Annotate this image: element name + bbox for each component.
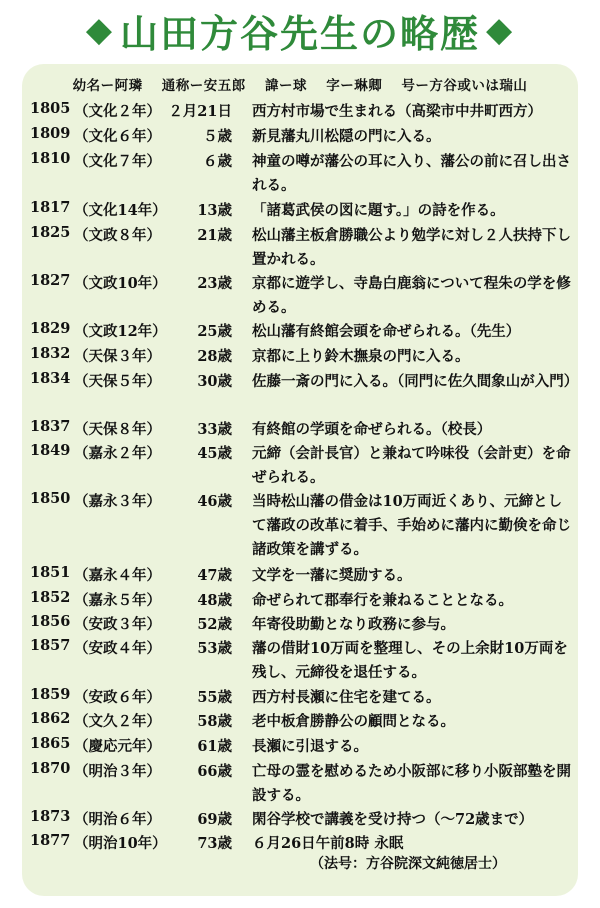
row-year: 1829 xyxy=(30,320,71,337)
row-description: 閑谷学校で講義を受け持つ（～72歳まで） xyxy=(252,811,534,828)
row-year: 1873 xyxy=(30,808,71,825)
row-age: 66歳 xyxy=(197,763,232,780)
timeline-row xyxy=(0,150,600,200)
row-age: 23歳 xyxy=(197,275,232,292)
row-era: （天保５年） xyxy=(74,373,161,390)
row-year: 1870 xyxy=(30,760,71,777)
posthumous-name: （法号：方谷院深文純徳居士） xyxy=(310,856,506,872)
row-era: （文化７年） xyxy=(74,153,161,170)
timeline-row xyxy=(0,637,600,687)
name-yomyo: 幼名ー阿璘 xyxy=(72,78,143,94)
row-description: 有終館の学頭を命ぜられる。（校長） xyxy=(252,421,492,438)
row-age: 47歳 xyxy=(197,567,232,584)
row-year: 1837 xyxy=(30,418,71,435)
diamond-left-icon: ◆ xyxy=(85,10,114,50)
row-era: （安政６年） xyxy=(74,689,161,706)
row-description: 松山藩主板倉勝職公より勉学に対し２人扶持下し置かれる。 xyxy=(252,227,571,268)
row-era: （明治３年） xyxy=(74,763,161,780)
timeline-row xyxy=(0,370,600,420)
row-year: 1859 xyxy=(30,686,71,703)
row-year: 1810 xyxy=(30,150,71,167)
row-description: 元締（会計長官）と兼ねて吟味役（会計吏）を命ぜられる。 xyxy=(252,445,571,486)
row-year: 1832 xyxy=(30,345,71,362)
row-era: （安政３年） xyxy=(74,616,161,633)
row-age: ６歳 xyxy=(203,153,232,170)
row-description: 神童の噂が藩公の耳に入り、藩公の前に召し出される。 xyxy=(252,153,571,194)
row-year: 1862 xyxy=(30,710,71,727)
row-age: 48歳 xyxy=(197,592,232,609)
row-description: 新見藩丸川松隠の門に入る。 xyxy=(252,128,441,145)
timeline-row xyxy=(0,224,600,274)
row-age: ２月21日 xyxy=(168,103,232,120)
row-era: （天保８年） xyxy=(74,421,161,438)
row-year: 1851 xyxy=(30,564,71,581)
row-era: （嘉永３年） xyxy=(74,493,161,510)
row-year: 1825 xyxy=(30,224,71,241)
row-description: 当時松山藩の借金は10万両近くあり、元締として藩政の改革に着手、手始めに藩内に勤倹を命じ諸政策を講ずる。 xyxy=(252,493,571,558)
row-era: （慶応元年） xyxy=(74,738,161,755)
row-age: 61歳 xyxy=(197,738,232,755)
row-description: 西方村市場で生まれる（高梁市中井町西方） xyxy=(252,103,542,120)
timeline-row xyxy=(0,832,600,882)
row-year: 1850 xyxy=(30,490,71,507)
row-description: 年寄役助勤となり政務に参与。 xyxy=(252,616,455,633)
row-description: 佐藤一斎の門に入る。（同門に佐久間象山が入門） xyxy=(252,373,579,390)
row-year: 1805 xyxy=(30,100,71,117)
row-age: 58歳 xyxy=(197,713,232,730)
row-era: （天保３年） xyxy=(74,348,161,365)
row-era: （安政４年） xyxy=(74,640,161,657)
row-era: （嘉永５年） xyxy=(74,592,161,609)
row-year: 1856 xyxy=(30,613,71,630)
page-title: 山田方谷先生の略歴 xyxy=(119,11,480,56)
row-description: 京都に遊学し、寺島白鹿翁について程朱の学を修める。 xyxy=(252,275,571,316)
row-age: 55歳 xyxy=(197,689,232,706)
name-tsusho: 通称ー安五郎 xyxy=(161,78,246,94)
row-description: 文学を一藩に奨励する。 xyxy=(252,567,412,584)
row-age: 45歳 xyxy=(197,445,232,462)
row-description: 「諸葛武侯の図に題す。」の詩を作る。 xyxy=(252,202,505,219)
row-era: （明治10年） xyxy=(74,835,167,852)
name-go: 号ー方谷或いは瑞山 xyxy=(401,78,528,94)
row-age: 28歳 xyxy=(197,348,232,365)
row-description: ６月26日午前8時 永眠 xyxy=(252,835,404,852)
row-age: ５歳 xyxy=(203,128,232,145)
row-year: 1877 xyxy=(30,832,71,849)
row-age: 46歳 xyxy=(197,493,232,510)
row-age: 25歳 xyxy=(197,323,232,340)
timeline-row xyxy=(0,272,600,322)
row-era: （文政８年） xyxy=(74,227,161,244)
timeline-row xyxy=(0,760,600,810)
row-description: 命ぜられて郡奉行を兼ねることとなる。 xyxy=(252,592,513,609)
timeline-row xyxy=(0,490,600,558)
row-age: 30歳 xyxy=(197,373,232,390)
row-age: 33歳 xyxy=(197,421,232,438)
row-year: 1817 xyxy=(30,199,71,216)
row-age: 13歳 xyxy=(197,202,232,219)
row-age: 21歳 xyxy=(197,227,232,244)
row-era: （文化６年） xyxy=(74,128,161,145)
row-age: 69歳 xyxy=(197,811,232,828)
name-aza: 字ー琳卿 xyxy=(326,78,383,94)
row-description: 老中板倉勝静公の顧問となる。 xyxy=(252,713,455,730)
row-description: 藩の借財10万両を整理し、その上余財10万両を残し、元締役を退任する。 xyxy=(252,640,568,681)
row-description: 京都に上り鈴木撫泉の門に入る。 xyxy=(252,348,470,365)
row-age: 73歳 xyxy=(197,835,232,852)
row-year: 1857 xyxy=(30,637,71,654)
row-age: 52歳 xyxy=(197,616,232,633)
row-description: 亡母の霊を慰めるため小阪部に移り小阪部塾を開設する。 xyxy=(252,763,571,804)
row-year: 1865 xyxy=(30,735,71,752)
row-era: （文化14年） xyxy=(74,202,167,219)
row-year: 1849 xyxy=(30,442,71,459)
row-year: 1852 xyxy=(30,589,71,606)
timeline-row xyxy=(0,442,600,492)
diamond-right-icon: ◆ xyxy=(486,10,515,50)
row-year: 1834 xyxy=(30,370,71,387)
row-description: 西方村長瀬に住宅を建てる。 xyxy=(252,689,441,706)
row-era: （嘉永２年） xyxy=(74,445,161,462)
row-era: （文政12年） xyxy=(74,323,167,340)
row-description: 松山藩有終館会頭を命ぜられる。（先生） xyxy=(252,323,521,340)
row-era: （文久２年） xyxy=(74,713,161,730)
row-year: 1809 xyxy=(30,125,71,142)
row-year: 1827 xyxy=(30,272,71,289)
row-description: 長瀬に引退する。 xyxy=(252,738,368,755)
row-era: （嘉永４年） xyxy=(74,567,161,584)
row-era: （文政10年） xyxy=(74,275,167,292)
row-age: 53歳 xyxy=(197,640,232,657)
name-imina: 諱ー球 xyxy=(265,78,307,94)
row-era: （明治６年） xyxy=(74,811,161,828)
row-era: （文化２年） xyxy=(74,103,161,120)
